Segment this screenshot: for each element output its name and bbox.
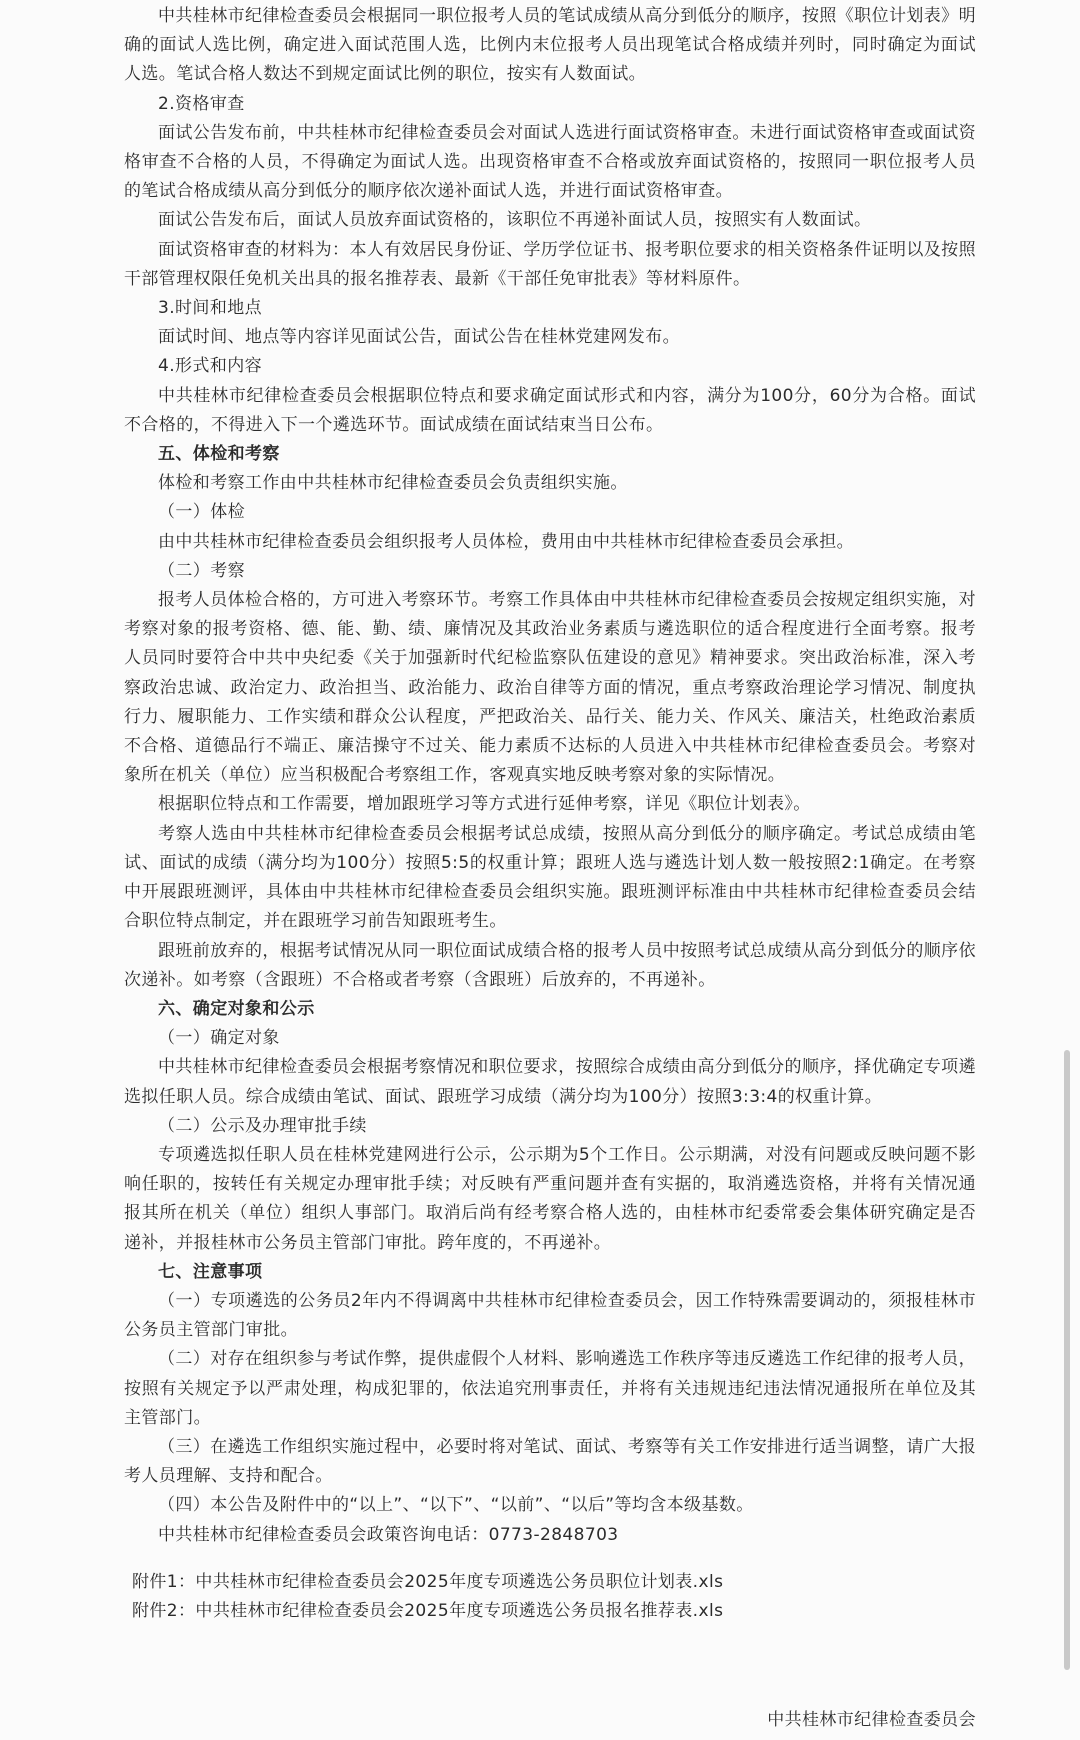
scrollbar-thumb[interactable] bbox=[1064, 1050, 1070, 1670]
subsection-heading: （一）确定对象 bbox=[158, 1028, 280, 1049]
subsection-heading: （二）公示及办理审批手续 bbox=[158, 1115, 367, 1136]
body-paragraph: 报考人员体检合格的，方可进入考察环节。考察工作具体由中共桂林市纪律检查委员会按规定组织实施，对考察对象的报考资格、德、能、勤、绩、廉情况及其政治业务素质与遴选职位的适合程度进行全面考察。报考人员同时要符合中共中央纪委《关于加强新时代纪检监察队伍建设的意见》精神要求。突出政治标准，深入考察政治忠诚、政治定力、政治担当、政治能力、政治自律等方面的情况，重点考察政治理论学习情况、制度执行力、履职能力、工作实绩和群众公认程度，严把政治关、品行关、能力关、作风关、廉洁关，杜绝政治素质不合格、道德品行不端正、廉洁操守不过关、能力素质不达标的人员进入中共桂林市纪律检查委员会。考察对象所在机关（单位）应当积极配合考察组工作，客观真实地反映考察对象的实际情况。 bbox=[124, 590, 976, 786]
section-heading: 五、体检和考察 bbox=[158, 444, 280, 465]
attachments-list bbox=[124, 1568, 976, 1626]
subsection-heading: （一）体检 bbox=[158, 502, 245, 523]
body-paragraph: 中共桂林市纪律检查委员会政策咨询电话：0773-2848703 bbox=[158, 1524, 619, 1545]
body-paragraph: 专项遴选拟任职人员在桂林党建网进行公示，公示期为5个工作日。公示期满，对没有问题或反映问题不影响任职的，按转任有关规定办理审批手续；对反映有严重问题并查有实据的，取消遴选资格，并将有关情况通报其所在机关（单位）组织人事部门。取消后尚有经考察合格人选的，由桂林市纪委常委会集体研究确定是否递补，并报桂林市公务员主管部门审批。跨年度的，不再递补。 bbox=[124, 1144, 976, 1253]
body-paragraph: （一）专项遴选的公务员2年内不得调离中共桂林市纪律检查委员会，因工作特殊需要调动的，须报桂林市公务员主管部门审批。 bbox=[124, 1290, 976, 1341]
attachment-link[interactable]: 附件1：中共桂林市纪律检查委员会2025年度专项遴选公务员职位计划表.xls bbox=[132, 1571, 724, 1592]
body-paragraph: 考察人选由中共桂林市纪律检查委员会根据考试总成绩，按照从高分到低分的顺序确定。考试总成绩由笔试、面试的成绩（满分均为100分）按照5:5的权重计算；跟班人选与遴选计划人数一般按照2:1确定。在考察中开展跟班测评，具体由中共桂林市纪律检查委员会组织实施。跟班测评标准由中共桂林市纪律检查委员会结合职位特点制定，并在跟班学习前告知跟班考生。 bbox=[124, 823, 976, 932]
body-paragraph: 体检和考察工作由中共桂林市纪律检查委员会负责组织实施。 bbox=[158, 473, 628, 494]
subsection-heading: 2.资格审查 bbox=[158, 93, 245, 114]
body-paragraph: 面试资格审查的材料为：本人有效居民身份证、学历学位证书、报考职位要求的相关资格条件证明以及按照干部管理权限任免机关出具的报名推荐表、最新《干部任免审批表》等材料原件。 bbox=[124, 239, 976, 289]
body-paragraph: 面试公告发布后，面试人员放弃面试资格的，该职位不再递补面试人员，按照实有人数面试。 bbox=[158, 210, 872, 231]
section-heading: 六、确定对象和公示 bbox=[158, 998, 315, 1019]
issuer-signature: 中共桂林市纪律检查委员会 bbox=[767, 1710, 976, 1730]
subsection-heading: （二）考察 bbox=[158, 560, 245, 581]
body-paragraph: （二）对存在组织参与考试作弊，提供虚假个人材料、影响遴选工作秩序等违反遴选工作纪律的报考人员，按照有关规定予以严肃处理，构成犯罪的，依法追究刑事责任，并将有关违规违纪违法情况通报所在单位及其主管部门。 bbox=[124, 1349, 976, 1428]
body-paragraph: 由中共桂林市纪律检查委员会组织报考人员体检，费用由中共桂林市纪律检查委员会承担。 bbox=[158, 531, 854, 552]
body-paragraph: 中共桂林市纪律检查委员会根据同一职位报考人员的笔试成绩从高分到低分的顺序，按照《职位计划表》明确的面试人选比例，确定进入面试范围人选，比例内末位报考人员出现笔试合格成绩并列时，同时确定为面试人选。笔试合格人数达不到规定面试比例的职位，按实有人数面试。 bbox=[124, 6, 976, 85]
body-paragraph: 面试时间、地点等内容详见面试公告，面试公告在桂林党建网发布。 bbox=[158, 327, 680, 348]
body-paragraph: （四）本公告及附件中的“以上”、“以下”、“以前”、“以后”等均含本级基数。 bbox=[158, 1495, 754, 1516]
body-paragraph: 跟班前放弃的，根据考试情况从同一职位面试成绩合格的报考人员中按照考试总成绩从高分到低分的顺序依次递补。如考察（含跟班）不合格或者考察（含跟班）后放弃的，不再递补。 bbox=[124, 940, 976, 990]
subsection-heading: 4.形式和内容 bbox=[158, 356, 263, 377]
section-heading: 七、注意事项 bbox=[158, 1261, 263, 1282]
body-paragraph: 中共桂林市纪律检查委员会根据职位特点和要求确定面试形式和内容，满分为100分，60分为合格。面试不合格的，不得进入下一个遴选环节。面试成绩在面试结束当日公布。 bbox=[124, 385, 976, 435]
body-paragraph: 中共桂林市纪律检查委员会根据考察情况和职位要求，按照综合成绩由高分到低分的顺序，择优确定专项遴选拟任职人员。综合成绩由笔试、面试、跟班学习成绩（满分均为100分）按照3:3:4的权重计算。 bbox=[124, 1057, 976, 1107]
body-paragraph: 面试公告发布前，中共桂林市纪律检查委员会对面试人选进行面试资格审查。未进行面试资格审查或面试资格审查不合格的人员，不得确定为面试人选。出现资格审查不合格或放弃面试资格的，按照同一职位报考人员的笔试合格成绩从高分到低分的顺序依次递补面试人选，并进行面试资格审查。 bbox=[124, 122, 976, 202]
announcement-body bbox=[124, 2, 976, 1626]
subsection-heading: 3.时间和地点 bbox=[158, 298, 263, 319]
body-paragraph: 根据职位特点和工作需要，增加跟班学习等方式进行延伸考察，详见《职位计划表》。 bbox=[158, 794, 811, 815]
body-paragraph: （三）在遴选工作组织实施过程中，必要时将对笔试、面试、考察等有关工作安排进行适当调整，请广大报考人员理解、支持和配合。 bbox=[124, 1436, 976, 1487]
attachment-link[interactable]: 附件2：中共桂林市纪律检查委员会2025年度专项遴选公务员报名推荐表.xls bbox=[132, 1600, 724, 1621]
